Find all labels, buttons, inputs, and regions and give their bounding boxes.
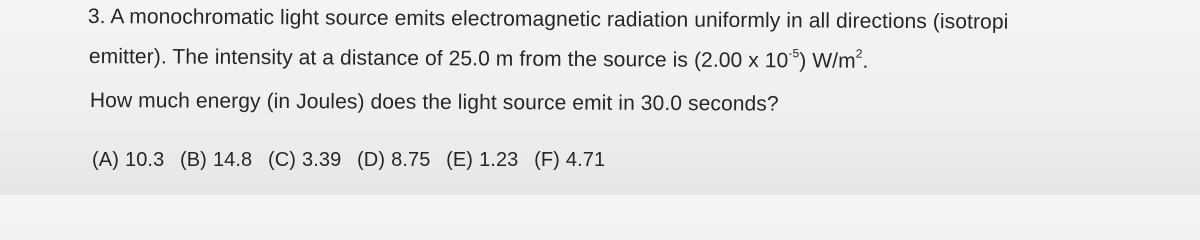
problem-number: 3.: [87, 4, 106, 29]
problem-text-line-1: A monochromatic light source emits electromagnetic radiation uniformly in all directions (isotropi: [110, 5, 1009, 34]
choice-letter: (E): [446, 149, 474, 171]
choice-c: [268, 149, 341, 171]
choice-value: 1.23: [479, 149, 519, 171]
choice-letter: (C): [267, 149, 297, 171]
choice-b: [180, 149, 252, 171]
choice-value: 8.75: [391, 149, 431, 171]
problem-text-line-2: emitter). The intensity at a distance of 25.0 m from the source is (2.00 x 10: [88, 44, 789, 73]
intensity-unit: ) W/m: [799, 49, 856, 73]
choice-f: [534, 149, 605, 171]
choice-a: [92, 149, 164, 171]
unit-exponent: 2: [855, 46, 863, 61]
choice-value: 4.71: [565, 149, 606, 171]
problem-line-3: [90, 88, 779, 118]
choice-letter: (F): [534, 149, 560, 171]
choice-letter: (B): [179, 149, 207, 171]
choice-letter: (D): [357, 149, 386, 171]
choice-e: [446, 149, 518, 171]
choice-value: 3.39: [302, 149, 342, 171]
answer-choices: [92, 147, 614, 173]
line-2-period: .: [862, 49, 869, 73]
intensity-exponent: -5: [788, 46, 800, 61]
problem-line-2: [89, 44, 869, 75]
problem-question: How much energy (in Joules) does the light source emit in 30.0 seconds?: [89, 88, 779, 116]
choice-d: [357, 149, 430, 171]
choice-letter: (A): [92, 149, 119, 171]
choice-value: 10.3: [124, 149, 165, 171]
choice-value: 14.8: [212, 149, 253, 171]
problem-line-1: [88, 4, 1009, 36]
